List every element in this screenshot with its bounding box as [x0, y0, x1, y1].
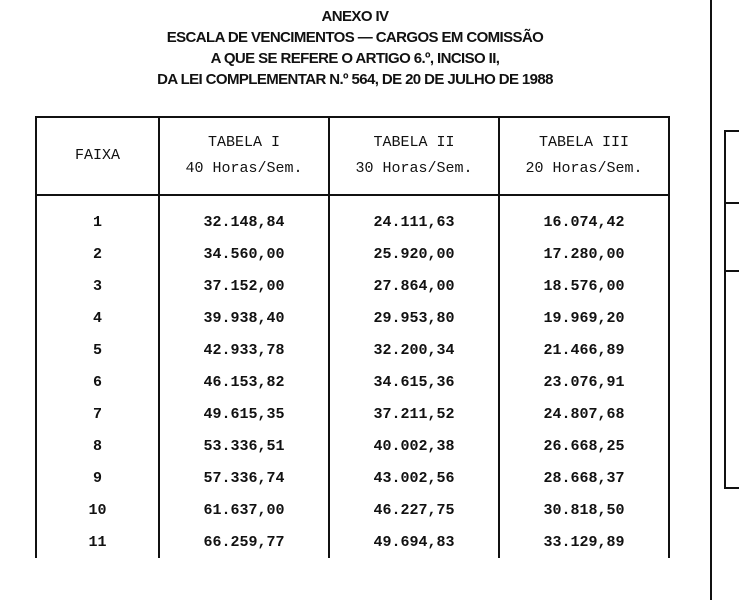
column-header-tabela-2	[329, 117, 499, 195]
tabela-1-cell: 49.615,35	[159, 398, 329, 430]
tabela-1-cell: 42.933,78	[159, 334, 329, 366]
tabela-2-cell: 34.615,36	[329, 366, 499, 398]
table-row	[36, 270, 669, 302]
column-header-faixa	[36, 117, 159, 195]
tabela-1-cell: 61.637,00	[159, 494, 329, 526]
table-row	[36, 366, 669, 398]
tabela-1-cell: 66.259,77	[159, 526, 329, 558]
table-row	[36, 238, 669, 270]
page-margin-rule	[710, 0, 712, 600]
table-row	[36, 195, 669, 238]
table-header-row	[36, 117, 669, 195]
tabela-2-cell: 43.002,56	[329, 462, 499, 494]
tabela-3-cell: 18.576,00	[499, 270, 669, 302]
salary-scale-table	[35, 116, 670, 558]
faixa-cell: 4	[36, 302, 159, 334]
tabela-3-cell: 16.074,42	[499, 195, 669, 238]
table-row	[36, 302, 669, 334]
column-header-title: TABELA II	[373, 134, 455, 151]
tabela-3-cell: 19.969,20	[499, 302, 669, 334]
table-row	[36, 462, 669, 494]
tabela-2-cell: 40.002,38	[329, 430, 499, 462]
faixa-cell: 11	[36, 526, 159, 558]
faixa-cell: 2	[36, 238, 159, 270]
faixa-cell: 3	[36, 270, 159, 302]
faixa-cell: 6	[36, 366, 159, 398]
table-row	[36, 526, 669, 558]
table-row	[36, 494, 669, 526]
tabela-1-cell: 39.938,40	[159, 302, 329, 334]
header-line-2: A QUE SE REFERE O ARTIGO 6.º, INCISO II,	[210, 50, 500, 67]
tabela-1-cell: 57.336,74	[159, 462, 329, 494]
column-header-subtitle: 20 Horas/Sem.	[525, 160, 643, 177]
faixa-cell: 1	[36, 195, 159, 238]
tabela-3-cell: 28.668,37	[499, 462, 669, 494]
tabela-3-cell: 24.807,68	[499, 398, 669, 430]
tabela-3-cell: 23.076,91	[499, 366, 669, 398]
tabela-2-cell: 24.111,63	[329, 195, 499, 238]
tabela-2-cell: 49.694,83	[329, 526, 499, 558]
tabela-3-cell: 17.280,00	[499, 238, 669, 270]
faixa-cell: 10	[36, 494, 159, 526]
adjacent-table-fragment	[724, 130, 739, 489]
tabela-2-cell: 27.864,00	[329, 270, 499, 302]
tabela-2-cell: 37.211,52	[329, 398, 499, 430]
column-header-tabela-3	[499, 117, 669, 195]
tabela-3-cell: 30.818,50	[499, 494, 669, 526]
table-row	[36, 334, 669, 366]
column-header-title: TABELA III	[538, 134, 629, 151]
tabela-2-cell: 25.920,00	[329, 238, 499, 270]
tabela-2-cell: 32.200,34	[329, 334, 499, 366]
fragment-divider	[726, 202, 739, 204]
tabela-3-cell: 33.129,89	[499, 526, 669, 558]
table-row	[36, 398, 669, 430]
column-header-title: FAIXA	[74, 147, 120, 164]
column-header-title: TABELA I	[207, 134, 280, 151]
column-header-subtitle: 40 Horas/Sem.	[185, 160, 303, 177]
tabela-1-cell: 46.153,82	[159, 366, 329, 398]
tabela-1-cell: 53.336,51	[159, 430, 329, 462]
faixa-cell: 5	[36, 334, 159, 366]
tabela-2-cell: 46.227,75	[329, 494, 499, 526]
tabela-1-cell: 32.148,84	[159, 195, 329, 238]
header-line-1: ESCALA DE VENCIMENTOS — CARGOS EM COMISSÃO	[166, 29, 544, 46]
column-header-tabela-1	[159, 117, 329, 195]
faixa-cell: 9	[36, 462, 159, 494]
column-header-subtitle: 30 Horas/Sem.	[355, 160, 473, 177]
tabela-1-cell: 34.560,00	[159, 238, 329, 270]
annex-title: ANEXO IV	[321, 8, 389, 25]
document-header	[0, 6, 710, 90]
fragment-divider	[726, 270, 739, 272]
faixa-cell: 7	[36, 398, 159, 430]
tabela-1-cell: 37.152,00	[159, 270, 329, 302]
header-line-3: DA LEI COMPLEMENTAR N.º 564, DE 20 DE JULHO DE 1988	[157, 71, 553, 88]
table-row	[36, 430, 669, 462]
tabela-2-cell: 29.953,80	[329, 302, 499, 334]
tabela-3-cell: 26.668,25	[499, 430, 669, 462]
tabela-3-cell: 21.466,89	[499, 334, 669, 366]
faixa-cell: 8	[36, 430, 159, 462]
